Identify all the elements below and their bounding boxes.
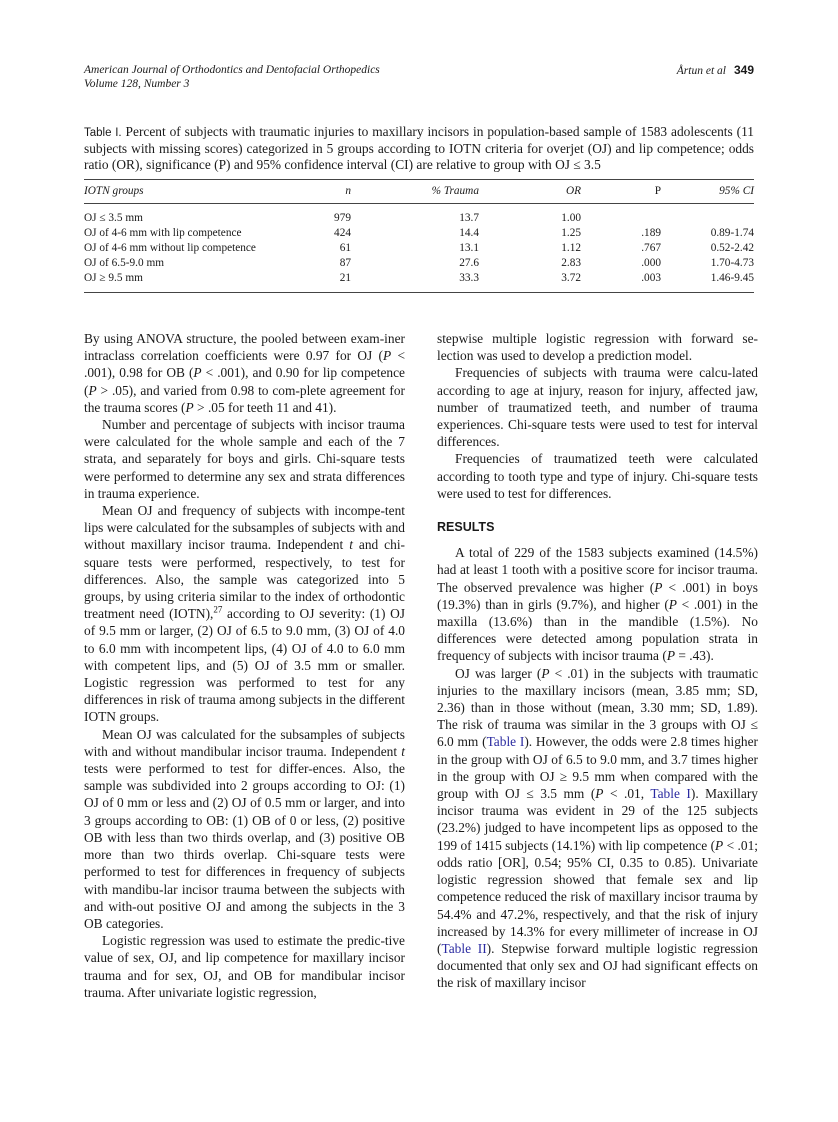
running-header-left xyxy=(84,63,380,91)
table-cell: OJ of 4-6 mm with lip competence xyxy=(84,227,242,239)
italic-symbol: t xyxy=(401,743,405,759)
body-paragraph xyxy=(84,330,405,416)
table-cell: 0.89-1.74 xyxy=(710,227,754,239)
text-run: < .001), and 0.90 for lip competence ( xyxy=(84,365,405,398)
table-cell: .000 xyxy=(641,257,661,269)
table-cell: 1.12 xyxy=(561,242,581,254)
authors: Årtun et al xyxy=(676,65,726,77)
table-reference-link[interactable]: Table I xyxy=(650,786,691,802)
col-header-n: n xyxy=(345,185,351,197)
table-cell: 1.70-4.73 xyxy=(710,257,754,269)
text-run: > .05 for teeth 11 and 41). xyxy=(193,399,337,415)
table-header-row xyxy=(84,180,754,204)
citation-superscript[interactable]: 27 xyxy=(213,604,223,615)
table-cell xyxy=(661,204,754,227)
text-run: Frequencies of subjects with trauma were calcu-lated according to age at injury, reason for injury, affected jaw, number of traumatized teeth, and number of trauma experiences. Chi-square tests were used to test for interval differences. xyxy=(437,365,758,450)
text-run: ). However, the odds were 2.8 times higher in the group with OJ of 6.5 to 9.0 mm, and 3.7 times higher in the group with OJ ≥ 9.5 mm when compared with the group with OJ ≤ 3.5 mm ( xyxy=(437,734,759,802)
italic-symbol: P xyxy=(654,579,663,595)
col-header-trauma: % Trauma xyxy=(431,185,479,197)
journal-volume: Volume 128, Number 3 xyxy=(84,78,190,90)
body-paragraph xyxy=(84,416,405,502)
table-cell: 87 xyxy=(339,257,351,269)
body-paragraph xyxy=(84,502,405,726)
table-cell: 13.7 xyxy=(459,212,479,224)
body-paragraph xyxy=(437,364,758,450)
text-run: Number and percentage of subjects with incisor trauma were calculated for the whole sample and each of the 7 strata, and separately for boys and girls. Chi-square tests were performed to determine any sex and strata differences in trauma experience. xyxy=(84,417,405,501)
text-run: tests were performed to test for differ-ences. Also, the sample was subdivided into 2 groups according to OJ: (1) OJ of 0 mm or less and (2) OJ of 0.5 mm or larger, and into 3 groups according to OB: (1) OB of 0 or less, (2) positive OB with less than two thirds overlap, and (3) positive OB more than two thirds overlap. Chi-square tests were performed to test for differences in frequency of subjects with mandibu-lar incisor trauma between the subjects with and with-out positive OJ and among the subjects in the 3 OB categories. xyxy=(84,761,405,931)
table-row xyxy=(84,241,754,256)
text-run: < .001) in the maxilla (13.6%) than in the mandible (1.5%). No differences were detected among population strata in frequency of subjects with incisor trauma ( xyxy=(437,596,758,664)
italic-symbol: P xyxy=(595,786,604,802)
col-header-or: OR xyxy=(565,185,581,197)
body-paragraph xyxy=(84,726,405,932)
text-run: > .05), and varied from 0.98 to com-plete agreement for the trauma scores ( xyxy=(84,382,405,415)
col-header-p: P xyxy=(654,185,661,197)
text-run: Frequencies of traumatized teeth were calculated according to tooth type and type of injury. Chi-square tests were used to test for differences. xyxy=(437,451,758,501)
table-caption-text: Percent of subjects with traumatic injuries to maxillary incisors in population-based sample of 1583 adolescents (11 subjects with missing scores) categorized in 5 groups according to IOTN criteria for overjet (OJ) and lip competence; odds ratio (OR), significance (P) and 95% confidence interval (CI) are relative to group with OJ ≤ 3.5 xyxy=(84,124,754,172)
italic-symbol: P xyxy=(383,348,392,364)
table-cell: 424 xyxy=(334,227,351,239)
text-run: < .01; odds ratio [OR], 0.54; 95% CI, 0.35 to 0.85). Univariate logistic regression showed that female sex and lip competence reduced the risk of maxillary incisor trauma by 54.4% and 47.2%, respectively, and that the risk of injury increased by 14.3% for every millimeter of increase in OJ ( xyxy=(437,837,758,956)
text-run: By using ANOVA structure, the pooled between exam-iner intraclass correlation coefficients were 0.97 for OJ ( xyxy=(84,331,405,364)
text-run: ). Maxillary incisor trauma was evident in 29 of the 125 subjects (23.2%) judged to have incompetent lips as opposed to the 199 of 1415 subjects (14.1%) with lip competence ( xyxy=(437,786,758,853)
table-row xyxy=(84,204,754,227)
table-cell: 27.6 xyxy=(459,257,479,269)
table-cell: OJ ≤ 3.5 mm xyxy=(84,212,143,224)
left-column xyxy=(84,330,405,1001)
italic-symbol: P xyxy=(193,365,202,381)
italic-symbol: t xyxy=(349,537,353,553)
text-run: < .01) in the subjects with traumatic injuries to the maxillary incisors (mean, 3.85 mm; SD, 2.36) than in those without (mean, 3.30 mm; SD, 1.89). The risk of trauma was similar in the 3 groups with OJ ≤ 6.0 mm ( xyxy=(437,665,759,750)
table-reference-link[interactable]: Table II xyxy=(441,940,487,956)
table-cell: 3.72 xyxy=(561,272,581,284)
text-run: A total of 229 of the 1583 subjects examined (14.5%) had at least 1 tooth with a positive score for incisor trauma. The observed prevalence was higher ( xyxy=(437,545,758,595)
italic-symbol: P xyxy=(668,596,677,612)
table-cell: 2.83 xyxy=(561,257,581,269)
table-cell: 1.25 xyxy=(561,227,581,239)
table-cell: 14.4 xyxy=(459,227,479,239)
table-cell: .189 xyxy=(641,227,661,239)
text-run: OJ was larger ( xyxy=(455,665,542,681)
running-header-right xyxy=(677,63,754,78)
text-run: and chi-square tests were performed, respectively, to test for differences. Also, the sample was categorized into 5 groups, by using criteria similar to the index of orthodontic treatment need (IOTN), xyxy=(84,537,405,622)
right-column xyxy=(437,330,758,992)
text-run: Logistic regression was used to estimate the predic-tive value of sex, OJ, and lip competence for maxillary incisor trauma and for sex, OJ, and OB for mandibular incisor trauma. After univariate logistic regression, xyxy=(84,933,405,1000)
body-paragraph xyxy=(437,544,758,664)
table-cell: 21 xyxy=(339,272,351,284)
table-cell: 0.52-2.42 xyxy=(710,242,754,254)
table-cell xyxy=(581,204,661,227)
table-cell: OJ of 6.5-9.0 mm xyxy=(84,257,165,269)
col-header-groups: IOTN groups xyxy=(84,185,144,197)
text-run: according to OJ severity: (1) OJ of 9.5 mm or larger, (2) OJ of 6.5 to 9.0 mm, (3) OJ of 4.0 to 6.0 mm with incompetent lips, (4) OJ of 4.0 to 6.0 mm with competent lips, and (5) OJ of 3.5 mm or smaller. Logistic regression was performed to test for any differences in risk of trauma among subjects in the different IOTN groups. xyxy=(84,606,405,725)
table-caption xyxy=(84,124,754,173)
body-paragraph xyxy=(437,665,758,992)
table-row xyxy=(84,226,754,241)
italic-symbol: P xyxy=(666,648,675,664)
italic-symbol: P xyxy=(541,665,550,681)
journal-name: American Journal of Orthodontics and Dentofacial Orthopedics xyxy=(84,64,380,76)
table-cell: 1.46-9.45 xyxy=(710,272,754,284)
text-run: Mean OJ was calculated for the subsamples of subjects with and without mandibular incisor trauma. Independent xyxy=(84,726,405,759)
body-paragraph xyxy=(437,450,758,502)
text-run: < .001), 0.98 for OB ( xyxy=(84,348,405,381)
table-row xyxy=(84,271,754,293)
table-cell: 61 xyxy=(339,242,351,254)
section-heading-results: RESULTS xyxy=(437,520,495,535)
italic-symbol: P xyxy=(715,837,724,853)
body-paragraph xyxy=(437,330,758,364)
table-row xyxy=(84,256,754,271)
table-label: Table I. xyxy=(84,127,122,139)
table-cell: OJ of 4-6 mm without lip competence xyxy=(84,242,256,254)
table-cell: .003 xyxy=(641,272,661,284)
italic-symbol: P xyxy=(185,399,194,415)
table-cell: 979 xyxy=(334,212,351,224)
table-reference-link[interactable]: Table I xyxy=(486,734,525,750)
results-table xyxy=(84,179,754,293)
text-run: < .001) in boys (19.3%) than in girls (9.7%), and higher ( xyxy=(437,579,758,612)
text-run: Mean OJ and frequency of subjects with incompe-tent lips were calculated for the subsamples of subjects with and without maxillary incisor trauma. Independent xyxy=(84,503,405,553)
page-number: 349 xyxy=(733,63,754,77)
table-cell: 33.3 xyxy=(459,272,479,284)
table-cell: .767 xyxy=(641,242,661,254)
text-run: = .43). xyxy=(675,648,714,664)
text-run: < .01, xyxy=(603,786,651,802)
text-run: stepwise multiple logistic regression with forward se-lection was used to develop a prediction model. xyxy=(437,331,758,364)
col-header-ci: 95% CI xyxy=(719,185,754,197)
table-cell: OJ ≥ 9.5 mm xyxy=(84,272,143,284)
text-run: ). Stepwise forward multiple logistic regression documented that only sex and OJ had significant effects on the risk of maxillary incisor xyxy=(437,940,758,991)
body-paragraph xyxy=(84,932,405,1001)
table-cell: 1.00 xyxy=(561,212,581,224)
table-cell: 13.1 xyxy=(459,242,479,254)
italic-symbol: P xyxy=(88,382,97,398)
